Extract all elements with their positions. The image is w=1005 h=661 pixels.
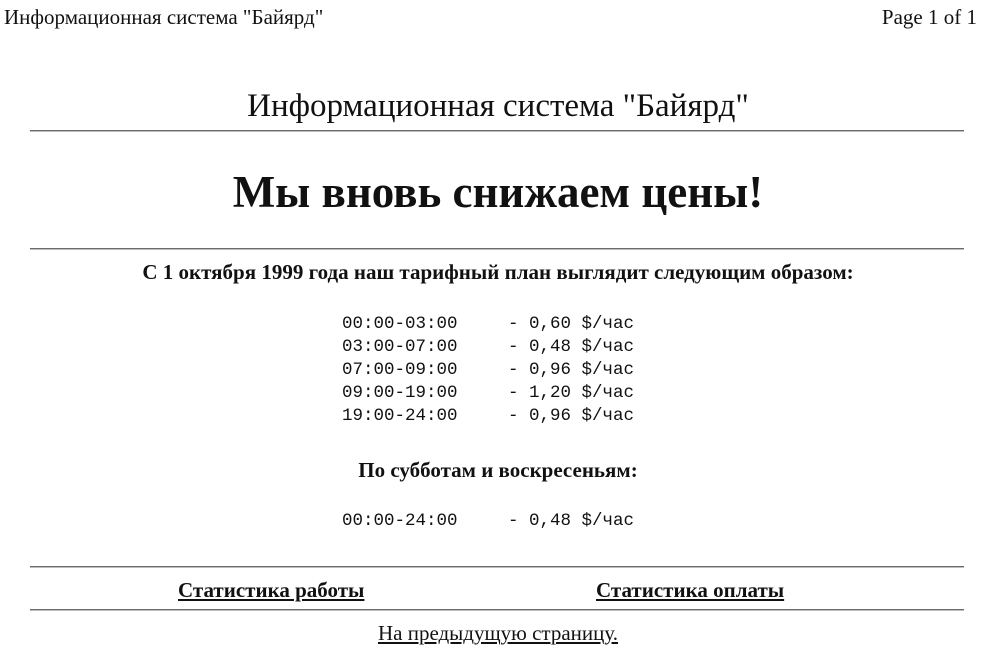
- tariff-price: - 1,20 $/час: [508, 383, 635, 403]
- tariff-time: 19:00-24:00: [342, 406, 458, 426]
- tariff-table: [342, 313, 634, 428]
- tariff-row: [342, 382, 634, 405]
- work-stats-link[interactable]: Статистика работы: [178, 578, 365, 602]
- tariff-price: - 0,96 $/час: [508, 360, 635, 380]
- tariff-row: [342, 405, 634, 428]
- tariff-row: [342, 313, 634, 336]
- tariff-time: 07:00-09:00: [342, 360, 458, 380]
- tariff-time: 03:00-07:00: [342, 337, 458, 357]
- page-headline: Мы вновь снижаем цены!: [232, 167, 764, 217]
- tariff-price: - 0,96 $/час: [508, 406, 635, 426]
- tariff-time: 00:00-24:00: [342, 511, 458, 531]
- print-header-title: Информационная система "Байярд": [4, 5, 324, 29]
- weekend-tariff-table: [342, 510, 634, 533]
- site-title: Информационная система "Байярд": [247, 88, 749, 124]
- back-link[interactable]: На предыдущую страницу.: [377, 621, 619, 645]
- tariff-row: [342, 359, 634, 382]
- divider-top: [30, 130, 964, 132]
- tariff-price: - 0,48 $/час: [508, 511, 635, 531]
- tariff-intro: С 1 октября 1999 года наш тарифный план выглядит следующим образом:: [142, 260, 854, 284]
- divider-links-top: [30, 566, 964, 568]
- divider-links-bottom: [30, 609, 964, 611]
- tariff-time: 09:00-19:00: [342, 383, 458, 403]
- weekend-heading: По субботам и воскресеньям:: [358, 458, 638, 482]
- tariff-price: - 0,48 $/час: [508, 337, 635, 357]
- tariff-row: [342, 510, 634, 533]
- divider-headline: [30, 248, 964, 250]
- print-page-number: Page 1 of 1: [881, 5, 977, 29]
- tariff-row: [342, 336, 634, 359]
- tariff-price: - 0,60 $/час: [508, 314, 635, 334]
- payment-stats-link[interactable]: Статистика оплаты: [596, 578, 785, 602]
- tariff-time: 00:00-03:00: [342, 314, 458, 334]
